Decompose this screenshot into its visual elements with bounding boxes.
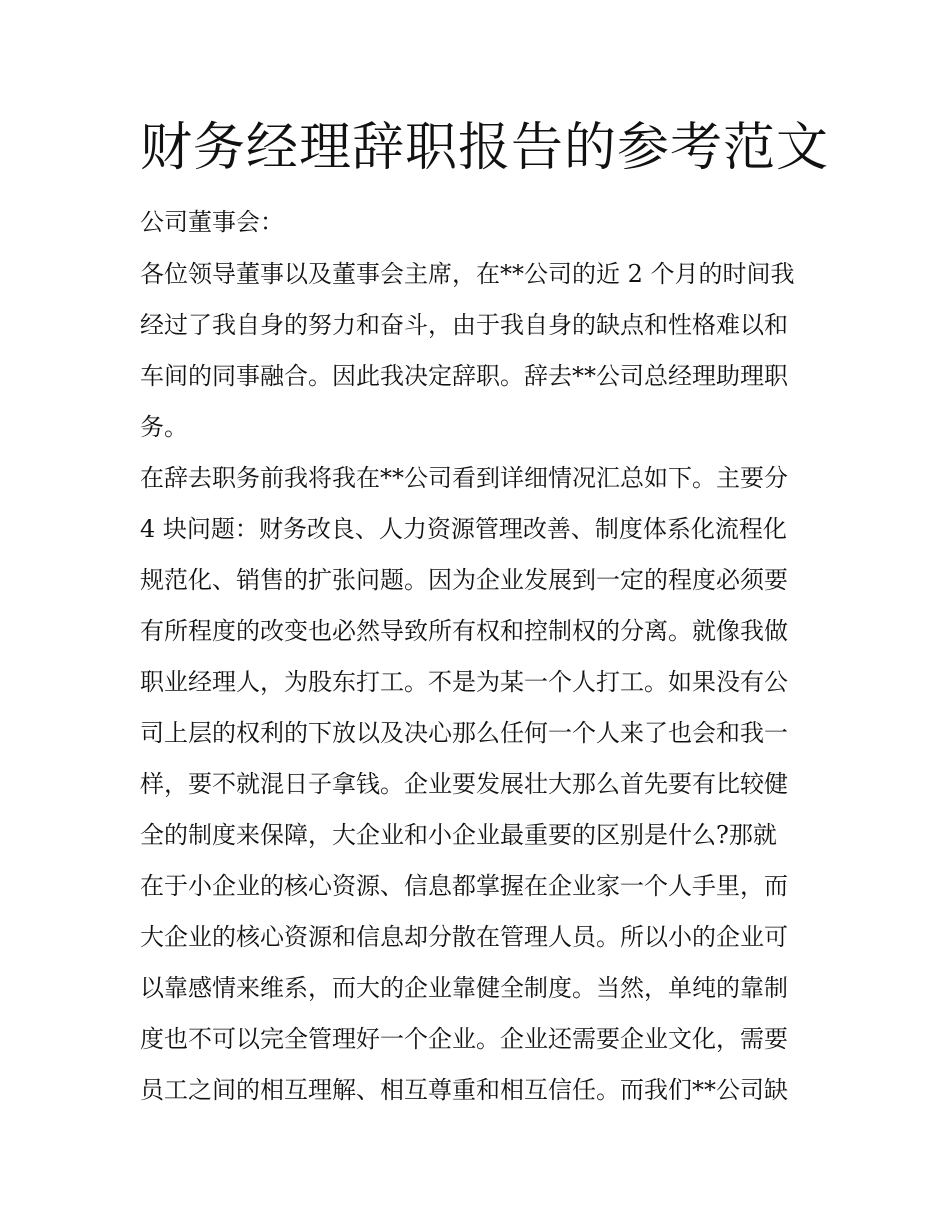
body-line: 规范化、销售的扩张问题。因为企业发展到一定的程度必须要 (140, 566, 788, 594)
body-line: 4 块问题：财务改良、人力资源管理改善、制度体系化流程化 (140, 515, 787, 543)
body-line: 大企业的核心资源和信息却分散在管理人员。所以小的企业可 (140, 923, 788, 951)
body-line: 以靠感情来维系，而大的企业靠健全制度。当然，单纯的靠制 (140, 974, 788, 1002)
body-line: 样，要不就混日子拿钱。企业要发展壮大那么首先要有比较健 (140, 770, 788, 798)
salutation: 公司董事会： (140, 208, 284, 236)
body-line: 职业经理人，为股东打工。不是为某一个人打工。如果没有公 (140, 668, 788, 696)
body-line: 有所程度的改变也必然导致所有权和控制权的分离。就像我做 (140, 617, 788, 645)
body-line: 车间的同事融合。因此我决定辞职。辞去**公司总经理助理职 (140, 362, 788, 390)
page-title: 财务经理辞职报告的参考范文 (140, 118, 830, 178)
body-line: 全的制度来保障，大企业和小企业最重要的区别是什么?那就 (140, 821, 777, 849)
body-line: 各位领导董事以及董事会主席，在**公司的近 2 个月的时间我 (140, 260, 795, 288)
body-line: 经过了我自身的努力和奋斗，由于我自身的缺点和性格难以和 (140, 311, 788, 339)
body-line: 司上层的权利的下放以及决心那么任何一个人来了也会和我一 (140, 719, 788, 747)
body-line: 在辞去职务前我将我在**公司看到详细情况汇总如下。主要分 (140, 464, 788, 492)
body-line: 度也不可以完全管理好一个企业。企业还需要企业文化，需要 (140, 1025, 788, 1053)
body-line: 务。 (140, 413, 188, 441)
body-line: 在于小企业的核心资源、信息都掌握在企业家一个人手里，而 (140, 872, 788, 900)
body-line: 员工之间的相互理解、相互尊重和相互信任。而我们**公司缺 (140, 1076, 788, 1104)
